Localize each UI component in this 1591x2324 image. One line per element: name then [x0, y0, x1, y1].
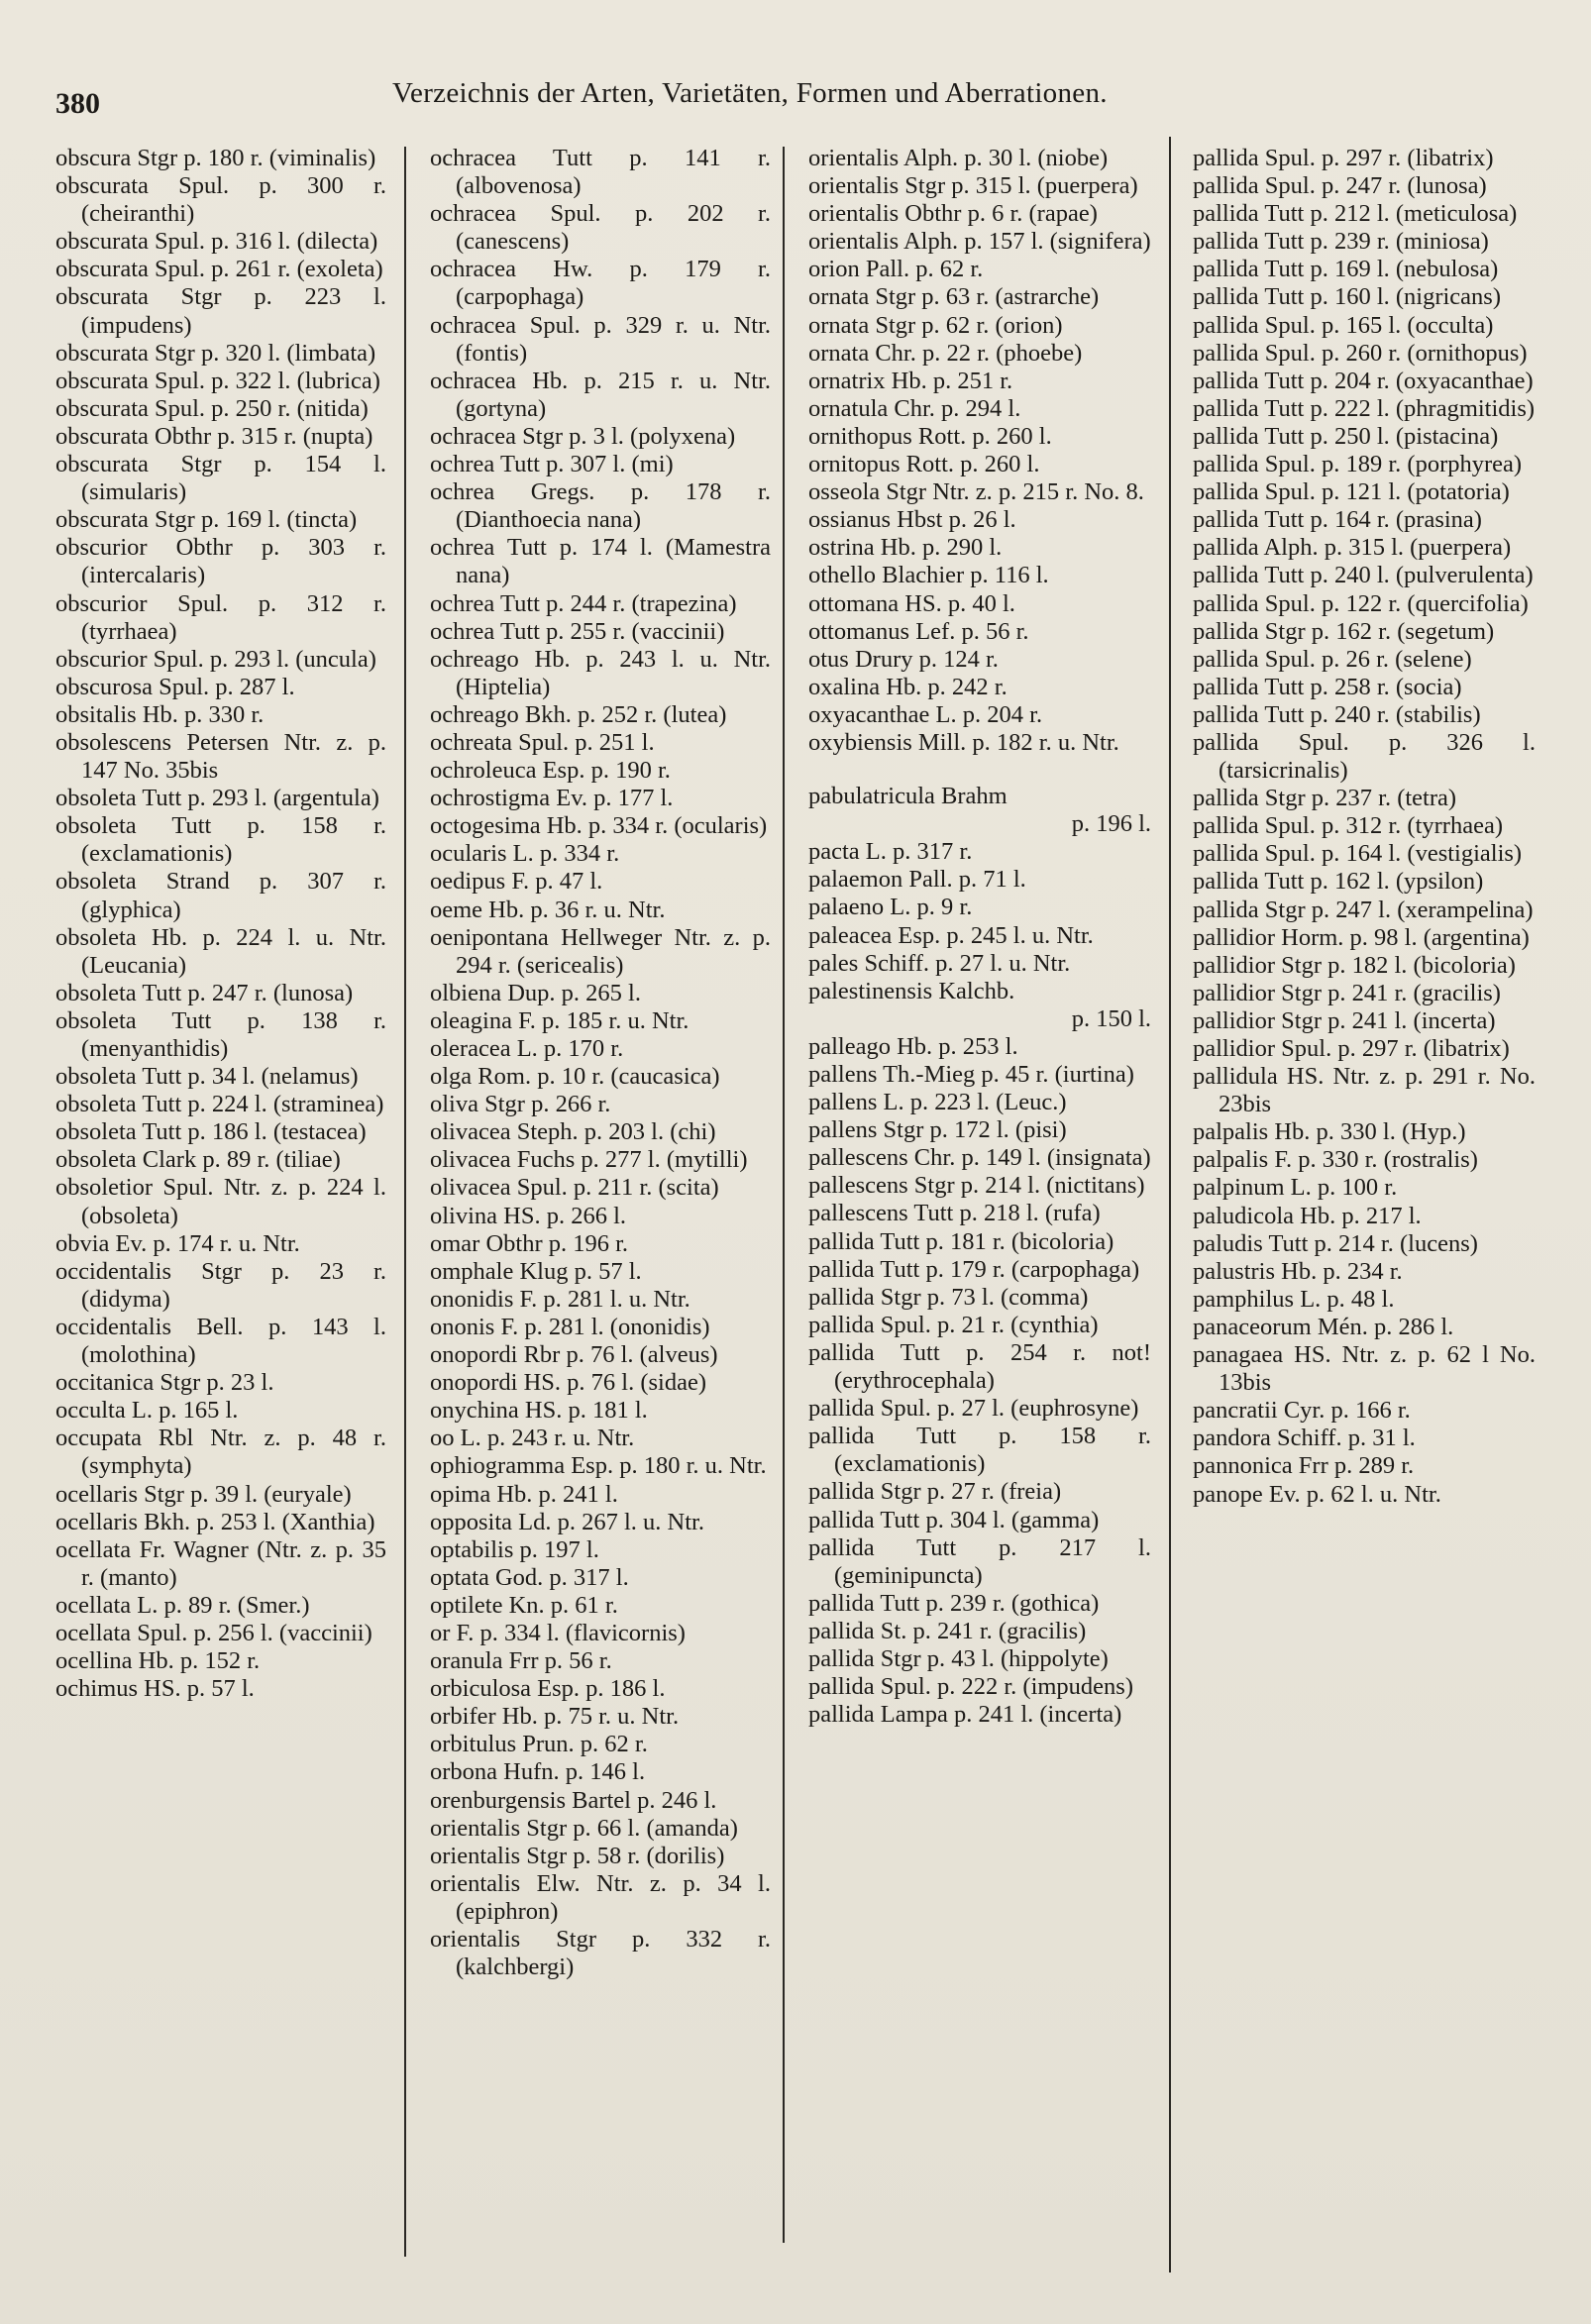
index-entry: obsitalis Hb. p. 330 r. [55, 700, 265, 728]
index-entry: panagaea HS. Ntr. z. p. 62 l No. 13bis [1193, 1341, 1536, 1397]
index-entry: pallida Alph. p. 315 l. (puerpera) [1193, 534, 1512, 562]
index-entry: oranula Frr p. 56 r. [430, 1647, 612, 1675]
index-entry: pallida Spul. p. 21 r. (cynthia) [808, 1311, 1099, 1338]
index-entry: obscurata Spul. p. 322 l. (lubrica) [55, 367, 380, 394]
index-entry: pallida Tutt p. 164 r. (prasina) [1193, 506, 1482, 534]
index-entry: pallida Tutt p. 239 r. (gothica) [808, 1589, 1100, 1617]
index-entry: optilete Kn. p. 61 r. [430, 1591, 618, 1619]
column-divider [783, 147, 785, 2243]
index-entry: pallida Spul. p. 260 r. (ornithopus) [1193, 339, 1528, 367]
index-entry: occidentalis Bell. p. 143 l. (molothina) [55, 1313, 386, 1369]
index-entry: obsoleta Tutt p. 138 r. (menyanthidis) [55, 1006, 386, 1062]
index-entry: omar Obthr p. 196 r. [430, 1229, 629, 1257]
index-entry: onopordi HS. p. 76 l. (sidae) [430, 1369, 706, 1397]
index-entry: obsoleta Tutt p. 224 l. (straminea) [55, 1091, 384, 1118]
index-entry: obscurior Spul. p. 312 r. (tyrrhaea) [55, 589, 386, 645]
index-entry: obsoleta Strand p. 307 r. (glyphica) [55, 868, 386, 923]
index-entry: pamphilus L. p. 48 l. [1193, 1285, 1395, 1313]
index-entry: obvia Ev. p. 174 r. u. Ntr. [55, 1229, 300, 1257]
index-entry: ostrina Hb. p. 290 l. [808, 534, 1003, 562]
index-entry: orenburgensis Bartel p. 246 l. [430, 1786, 717, 1814]
index-entry: olivacea Fuchs p. 277 l. (mytilli) [430, 1146, 748, 1174]
index-entry: occidentalis Stgr p. 23 r. (didyma) [55, 1257, 386, 1313]
index-entry: or F. p. 334 l. (flavicornis) [430, 1619, 686, 1646]
index-entry: pales Schiff. p. 27 l. u. Ntr. [808, 949, 1071, 977]
index-entry: ornitopus Rott. p. 260 l. [808, 451, 1040, 478]
index-entry: pallida Tutt p. 160 l. (nigricans) [1193, 283, 1501, 311]
index-entry: pallens Stgr p. 172 l. (pisi) [808, 1116, 1067, 1144]
index-entry: ornata Chr. p. 22 r. (phoebe) [808, 339, 1083, 367]
index-entry: ornatrix Hb. p. 251 r. [808, 367, 1013, 394]
index-entry: panope Ev. p. 62 l. u. Ntr. [1193, 1480, 1441, 1508]
index-entry: ochrea Tutt p. 244 r. (trapezina) [430, 589, 737, 617]
index-column-3 [808, 145, 1151, 1729]
index-entry: olivina HS. p. 266 l. [430, 1202, 627, 1229]
index-entry: oxybiensis Mill. p. 182 r. u. Ntr. [808, 728, 1119, 756]
index-entry: orbitulus Prun. p. 62 r. [430, 1731, 648, 1758]
index-entry: paludis Tutt p. 214 r. (lucens) [1193, 1229, 1478, 1257]
index-entry: pallida Spul. p. 27 l. (euphrosyne) [808, 1395, 1139, 1423]
index-entry: orientalis Alph. p. 157 l. (signifera) [808, 228, 1151, 256]
index-entry: pallescens Chr. p. 149 l. (insignata) [808, 1144, 1151, 1172]
index-column-2 [430, 145, 771, 1981]
index-entry: paleacea Esp. p. 245 l. u. Ntr. [808, 921, 1094, 949]
index-entry: obscurata Spul. p. 250 r. (nitida) [55, 394, 369, 422]
index-entry: oenipontana Hellweger Ntr. z. p. 294 r. (sericealis) [430, 923, 771, 979]
index-entry: obsolescens Petersen Ntr. z. p. 147 No. 35bis [55, 728, 386, 785]
index-entry: olivacea Steph. p. 203 l. (chi) [430, 1118, 716, 1146]
index-entry: oleracea L. p. 170 r. [430, 1035, 624, 1062]
index-entry: pallida Tutt p. 217 l. (geminipuncta) [808, 1533, 1151, 1589]
index-entry: pallida Spul. p. 122 r. (quercifolia) [1193, 589, 1529, 617]
index-entry: pallidior Stgr p. 241 l. (incerta) [1193, 1006, 1496, 1034]
index-entry: orientalis Stgr p. 58 r. (dorilis) [430, 1842, 725, 1869]
index-entry: ossianus Hbst p. 26 l. [808, 506, 1016, 534]
index-entry: obsoleta Tutt p. 34 l. (nelamus) [55, 1063, 359, 1091]
index-entry: pallida Tutt p. 250 l. (pistacina) [1193, 422, 1499, 450]
index-column-1 [55, 145, 386, 1703]
index-entry: orientalis Stgr p. 332 r. (kalchbergi) [430, 1926, 771, 1981]
index-entry: pallida Tutt p. 240 r. (stabilis) [1193, 700, 1481, 728]
index-entry: ornata Stgr p. 62 r. (orion) [808, 311, 1063, 339]
index-entry: ochracea Tutt p. 141 r. (albovenosa) [430, 145, 771, 200]
index-entry: pallida Stgr p. 73 l. (comma) [808, 1283, 1089, 1311]
index-entry: obsoleta Tutt p. 186 l. (testacea) [55, 1118, 367, 1146]
index-entry: omphale Klug p. 57 l. [430, 1257, 642, 1285]
index-entry: orbona Hufn. p. 146 l. [430, 1758, 646, 1786]
index-entry: palestinensis Kalchb. [808, 977, 1015, 1004]
index-entry: oo L. p. 243 r. u. Ntr. [430, 1425, 635, 1452]
index-entry: ononidis F. p. 281 l. u. Ntr. [430, 1285, 690, 1313]
index-entry: obsoleta Tutt p. 158 r. (exclamationis) [55, 812, 386, 868]
index-entry: pallida Tutt p. 212 l. (meticulosa) [1193, 200, 1518, 228]
index-entry: ochroleuca Esp. p. 190 r. [430, 757, 671, 785]
index-entry: ochreago Bkh. p. 252 r. (lutea) [430, 700, 727, 728]
index-entry: pallens L. p. 223 l. (Leuc.) [808, 1089, 1067, 1116]
index-entry: pallescens Stgr p. 214 l. (nictitans) [808, 1172, 1145, 1200]
index-entry: ornata Stgr p. 63 r. (astrarche) [808, 283, 1100, 311]
index-entry: olivacea Spul. p. 211 r. (scita) [430, 1174, 719, 1202]
index-entry: pallidior Spul. p. 297 r. (libatrix) [1193, 1035, 1510, 1062]
index-entry: olbiena Dup. p. 265 l. [430, 979, 641, 1006]
index-entry: obsoleta Tutt p. 293 l. (argentula) [55, 785, 379, 812]
index-entry: pallidior Stgr p. 241 r. (gracilis) [1193, 979, 1501, 1006]
index-entry: otus Drury p. 124 r. [808, 645, 999, 673]
index-entry: obscura Stgr p. 180 r. (viminalis) [55, 145, 376, 171]
index-entry: pallida Tutt p. 169 l. (nebulosa) [1193, 256, 1499, 283]
index-entry: pallida Tutt p. 158 r. (exclamationis) [808, 1423, 1151, 1478]
index-entry: pallida St. p. 241 r. (gracilis) [808, 1617, 1087, 1644]
index-entry: pallida Spul. p. 312 r. (tyrrhaea) [1193, 812, 1503, 840]
index-entry: ochrostigma Ev. p. 177 l. [430, 785, 674, 812]
index-entry: ornithopus Rott. p. 260 l. [808, 422, 1052, 450]
index-entry: pallida Tutt p. 240 l. (pulverulenta) [1193, 562, 1534, 589]
index-entry: pabulatricula Brahm [808, 783, 1008, 810]
index-entry: orion Pall. p. 62 r. [808, 256, 984, 283]
index-entry: palpinum L. p. 100 r. [1193, 1174, 1398, 1202]
index-entry: pallidula HS. Ntr. z. p. 291 r. No. 23bis [1193, 1063, 1536, 1118]
index-entry: ochracea Hb. p. 215 r. u. Ntr. (gortyna) [430, 367, 771, 422]
index-entry: ononis F. p. 281 l. (ononidis) [430, 1313, 710, 1340]
index-entry: ochrea Gregs. p. 178 r. (Dianthoecia nana) [430, 478, 771, 534]
index-entry: pallida Tutt p. 181 r. (bicoloria) [808, 1227, 1114, 1255]
index-entry: othello Blachier p. 116 l. [808, 562, 1049, 589]
index-entry: obscurata Stgr p. 320 l. (limbata) [55, 339, 376, 367]
index-entry: pancratii Cyr. p. 166 r. [1193, 1397, 1411, 1425]
index-entry: orbiculosa Esp. p. 186 l. [430, 1675, 666, 1703]
index-entry: oliva Stgr p. 266 r. [430, 1091, 611, 1118]
index-entry: optata God. p. 317 l. [430, 1563, 629, 1591]
index-entry: oeme Hb. p. 36 r. u. Ntr. [430, 896, 666, 923]
index-entry: ocellaris Stgr p. 39 l. (euryale) [55, 1480, 352, 1508]
index-entry: osseola Stgr Ntr. z. p. 215 r. No. 8. [808, 478, 1144, 506]
index-entry: ottomanus Lef. p. 56 r. [808, 617, 1029, 645]
index-entry: oxalina Hb. p. 242 r. [808, 673, 1008, 700]
index-entry: obsoleta Hb. p. 224 l. u. Ntr. (Leucania) [55, 923, 386, 979]
index-entry: oedipus F. p. 47 l. [430, 868, 603, 896]
index-entry: palustris Hb. p. 234 r. [1193, 1257, 1403, 1285]
column-divider [404, 147, 406, 2257]
index-entry: pannonica Frr p. 289 r. [1193, 1452, 1415, 1480]
index-entry: orientalis Elw. Ntr. z. p. 34 l. (epiphron) [430, 1869, 771, 1925]
index-entry: pallida Tutt p. 222 l. (phragmitidis) [1193, 394, 1536, 422]
index-entry: onychina HS. p. 181 l. [430, 1397, 648, 1425]
index-entry: ochracea Spul. p. 329 r. u. Ntr. (fontis) [430, 311, 771, 367]
index-entry: onopordi Rbr p. 76 l. (alveus) [430, 1341, 718, 1369]
column-divider [1169, 137, 1171, 2272]
index-entry: pallida Spul. p. 247 r. (lunosa) [1193, 172, 1487, 200]
index-entry: optabilis p. 197 l. [430, 1535, 599, 1563]
index-entry: pallida Spul. p. 222 r. (impudens) [808, 1673, 1133, 1701]
index-entry: pacta L. p. 317 r. [808, 838, 973, 866]
index-entry: orientalis Obthr p. 6 r. (rapae) [808, 200, 1098, 228]
index-entry: ochrea Tutt p. 255 r. (vaccinii) [430, 617, 725, 645]
index-entry: obscurata Stgr p. 154 l. (simularis) [55, 451, 386, 506]
index-entry: ornatula Chr. p. 294 l. [808, 394, 1021, 422]
index-entry: oxyacanthae L. p. 204 r. [808, 700, 1043, 728]
index-entry: panaceorum Mén. p. 286 l. [1193, 1313, 1454, 1340]
index-entry: p. 150 l. [1071, 1004, 1151, 1032]
index-entry: obscurior Obthr p. 303 r. (intercalaris) [55, 534, 386, 589]
index-entry: obscurata Obthr p. 315 r. (nupta) [55, 422, 373, 450]
index-entry: paludicola Hb. p. 217 l. [1193, 1202, 1422, 1229]
index-entry: pallida Spul. p. 189 r. (porphyrea) [1193, 451, 1523, 478]
index-entry: pallida Spul. p. 164 l. (vestigialis) [1193, 840, 1523, 868]
index-entry: palaeno L. p. 9 r. [808, 894, 973, 921]
index-entry: pallida Spul. p. 121 l. (potatoria) [1193, 478, 1510, 506]
index-column-4 [1193, 145, 1536, 1509]
index-entry: orientalis Alph. p. 30 l. (niobe) [808, 145, 1109, 171]
page-header [0, 0, 1591, 119]
index-entry: ophiogramma Esp. p. 180 r. u. Ntr. [430, 1452, 767, 1480]
index-entry: occitanica Stgr p. 23 l. [55, 1369, 274, 1397]
index-entry: ocellata Spul. p. 256 l. (vaccinii) [55, 1619, 372, 1646]
index-entry: palpalis Hb. p. 330 l. (Hyp.) [1193, 1118, 1466, 1146]
index-entry: palaemon Pall. p. 71 l. [808, 866, 1026, 894]
index-entry: octogesima Hb. p. 334 r. (ocularis) [430, 812, 768, 840]
index-entry: palleago Hb. p. 253 l. [808, 1032, 1018, 1060]
index-entry: pallida Spul. p. 26 r. (selene) [1193, 645, 1472, 673]
index-entry: ochreata Spul. p. 251 l. [430, 728, 655, 756]
index-entry: obscurata Spul. p. 300 r. (cheiranthi) [55, 172, 386, 228]
index-entry: ochracea Stgr p. 3 l. (polyxena) [430, 422, 736, 450]
index-entry: obscurata Spul. p. 316 l. (dilecta) [55, 228, 378, 256]
index-entry: ocellina Hb. p. 152 r. [55, 1647, 261, 1675]
index-entry: pallida Stgr p. 237 r. (tetra) [1193, 785, 1457, 812]
index-entry: pallida Lampa p. 241 l. (incerta) [808, 1701, 1122, 1729]
index-entry: pallida Stgr p. 247 l. (xerampelina) [1193, 896, 1534, 923]
index-entry: orientalis Stgr p. 66 l. (amanda) [430, 1814, 738, 1842]
running-title: Verzeichnis der Arten, Varietäten, Formen und Aberrationen. [392, 77, 1108, 109]
index-entry: olga Rom. p. 10 r. (caucasica) [430, 1063, 720, 1091]
index-entry: pallida Stgr p. 27 r. (freia) [808, 1478, 1062, 1506]
index-entry: palpalis F. p. 330 r. (rostralis) [1193, 1146, 1478, 1174]
index-entry: pallens Th.-Mieg p. 45 r. (iurtina) [808, 1061, 1134, 1088]
index-entry: obscurata Spul. p. 261 r. (exoleta) [55, 256, 383, 283]
index-entry: pallida Tutt p. 204 r. (oxyacanthae) [1193, 367, 1534, 394]
index-entry: ottomana HS. p. 40 l. [808, 589, 1015, 617]
index-entry: obsoletior Spul. Ntr. z. p. 224 l. (obsoleta) [55, 1174, 386, 1229]
index-entry: pallida Tutt p. 254 r. not! (erythrocephala) [808, 1338, 1151, 1395]
index-entry: opima Hb. p. 241 l. [430, 1480, 618, 1508]
index-entry: ochracea Spul. p. 202 r. (canescens) [430, 200, 771, 256]
index-entry: p. 196 l. [1071, 810, 1151, 838]
index-entry: pallida Tutt p. 179 r. (carpophaga) [808, 1255, 1140, 1283]
index-entry: obscurosa Spul. p. 287 l. [55, 673, 295, 700]
index-entry: pallida Tutt p. 258 r. (socia) [1193, 673, 1462, 700]
index-entry: ochracea Hw. p. 179 r. (carpophaga) [430, 256, 771, 311]
index-entry: ochimus HS. p. 57 l. [55, 1675, 255, 1703]
index-entry: pandora Schiff. p. 31 l. [1193, 1425, 1416, 1452]
index-entry: obsoleta Tutt p. 247 r. (lunosa) [55, 979, 354, 1006]
index-entry: occupata Rbl Ntr. z. p. 48 r. (symphyta) [55, 1425, 386, 1480]
index-entry: ocularis L. p. 334 r. [430, 840, 620, 868]
index-entry: ochrea Tutt p. 307 l. (mi) [430, 451, 674, 478]
index-entry: oleagina F. p. 185 r. u. Ntr. [430, 1006, 689, 1034]
index-entry: pallida Spul. p. 165 l. (occulta) [1193, 311, 1494, 339]
index-entry: obscurior Spul. p. 293 l. (uncula) [55, 645, 376, 673]
index-entry: pallescens Tutt p. 218 l. (rufa) [808, 1200, 1101, 1227]
index-entry: obsoleta Clark p. 89 r. (tiliae) [55, 1146, 341, 1174]
index-entry: orbifer Hb. p. 75 r. u. Ntr. [430, 1703, 680, 1731]
page-number: 380 [55, 87, 100, 120]
index-entry: pallida Tutt p. 304 l. (gamma) [808, 1506, 1100, 1533]
index-entry: ochreago Hb. p. 243 l. u. Ntr. (Hiptelia) [430, 645, 771, 700]
index-entry: ocellata Fr. Wagner (Ntr. z. p. 35 r. (manto) [55, 1535, 386, 1591]
index-entry: obscurata Stgr p. 223 l. (impudens) [55, 283, 386, 339]
index-entry: orientalis Stgr p. 315 l. (puerpera) [808, 172, 1138, 200]
index-entry: occulta L. p. 165 l. [55, 1397, 239, 1425]
index-entry: pallida Spul. p. 297 r. (libatrix) [1193, 145, 1494, 171]
index-entry: pallida Stgr p. 43 l. (hippolyte) [808, 1644, 1109, 1672]
index-entry: ocellata L. p. 89 r. (Smer.) [55, 1591, 310, 1619]
index-entry: pallida Stgr p. 162 r. (segetum) [1193, 617, 1495, 645]
index-entry: pallidior Horm. p. 98 l. (argentina) [1193, 923, 1530, 951]
index-entry: pallida Tutt p. 162 l. (ypsilon) [1193, 868, 1484, 896]
index-entry: obscurata Stgr p. 169 l. (tincta) [55, 506, 358, 534]
index-entry: opposita Ld. p. 267 l. u. Ntr. [430, 1508, 704, 1535]
index-entry: pallidior Stgr p. 182 l. (bicoloria) [1193, 951, 1516, 979]
index-entry: ochrea Tutt p. 174 l. (Mamestra nana) [430, 534, 771, 589]
index-entry: pallida Tutt p. 239 r. (miniosa) [1193, 228, 1489, 256]
index-entry: ocellaris Bkh. p. 253 l. (Xanthia) [55, 1508, 375, 1535]
index-entry: pallida Spul. p. 326 l. (tarsicrinalis) [1193, 728, 1536, 785]
